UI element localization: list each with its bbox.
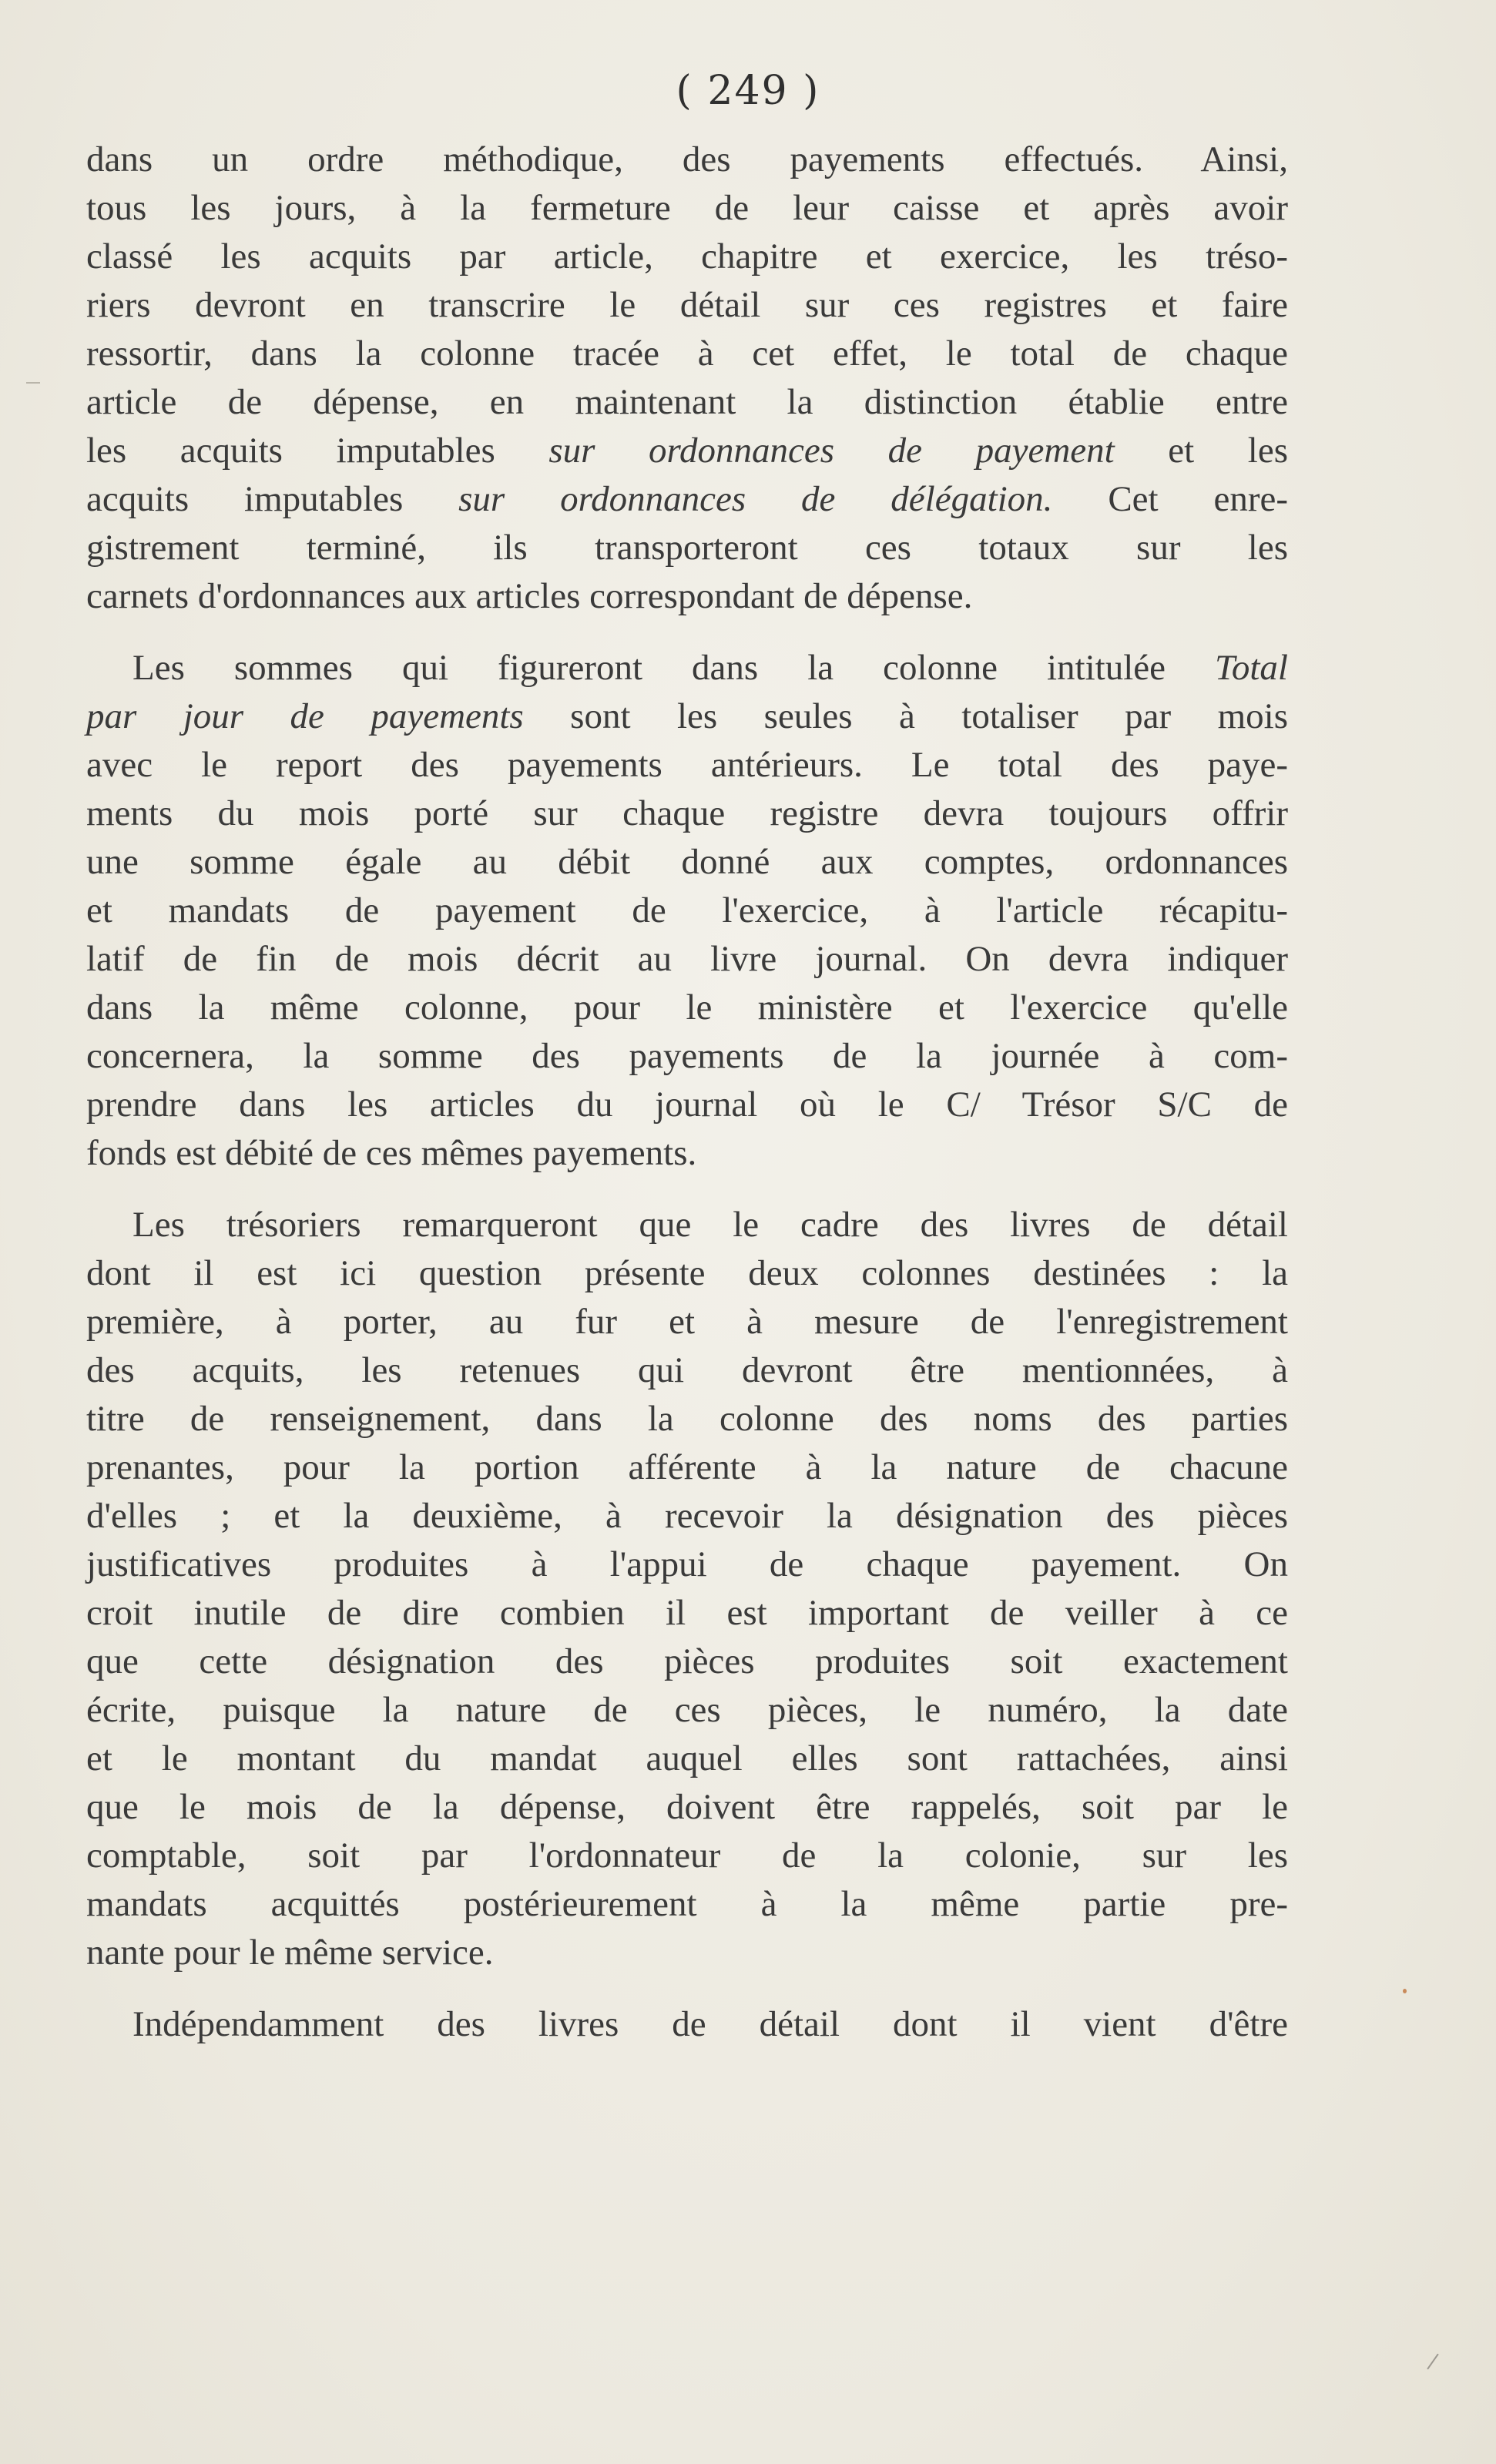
text-line: classé les acquits par article, chapitre et exercice, les tréso- <box>86 236 1288 277</box>
paragraph-4 <box>86 2000 1288 2049</box>
text-line: que cette désignation des pièces produites soit exactement <box>86 1641 1288 1681</box>
text-line: titre de renseignement, dans la colonne des noms des parties <box>86 1399 1288 1439</box>
text-line: prenantes, pour la portion afférente à la nature de chacune <box>86 1447 1288 1487</box>
text-line: dans un ordre méthodique, des payements effectués. Ainsi, <box>86 139 1288 179</box>
ink-speck <box>1403 1989 1407 1993</box>
text-line: et mandats de payement de l'exercice, à l'article récapitu- <box>86 890 1288 930</box>
text-line: écrite, puisque la nature de ces pièces, le numéro, la date <box>86 1690 1288 1730</box>
text-line: mandats acquittés postérieurement à la même partie pre- <box>86 1884 1288 1924</box>
italic-run: sur ordonnances de délégation. <box>458 479 1053 519</box>
text-line: concernera, la somme des payements de la journée à com- <box>86 1036 1288 1076</box>
text-line: Indépendamment des livres de détail dont il vient d'être <box>132 2004 1288 2044</box>
text-line: latif de fin de mois décrit au livre journal. On devra indiquer <box>86 939 1288 979</box>
text-line: article de dépense, en maintenant la distinction établie entre <box>86 382 1288 422</box>
text-line: gistrement terminé, ils transporteront ces totaux sur les <box>86 528 1288 568</box>
text-line: tous les jours, à la fermeture de leur caisse et après avoir <box>86 188 1288 228</box>
text-run: Cet enre- <box>1052 479 1288 519</box>
text-line: des acquits, les retenues qui devront être mentionnées, à <box>86 1350 1288 1390</box>
paper-scratch <box>1427 2354 1438 2370</box>
paragraph-3 <box>86 1201 1288 1977</box>
text-line: carnets d'ordonnances aux articles correspondant de dépense. <box>86 576 973 616</box>
text-line: dans la même colonne, pour le ministère et l'exercice qu'elle <box>86 987 1288 1028</box>
text-line: ments du mois porté sur chaque registre devra toujours offrir <box>86 793 1288 833</box>
text-line <box>86 692 1288 741</box>
text-line: comptable, soit par l'ordonnateur de la colonie, sur les <box>86 1835 1288 1876</box>
text-run: les acquits imputables <box>86 431 549 471</box>
paragraph-1 <box>86 136 1288 621</box>
text-line: et le montant du mandat auquel elles sont rattachées, ainsi <box>86 1738 1288 1778</box>
text-line: dont il est ici question présente deux colonnes destinées : la <box>86 1253 1288 1293</box>
margin-mark <box>26 382 40 384</box>
text-line: d'elles ; et la deuxième, à recevoir la désignation des pièces <box>86 1496 1288 1536</box>
italic-run: par jour de payements <box>86 696 524 736</box>
text-line: première, à porter, au fur et à mesure de l'enregistrement <box>86 1302 1288 1342</box>
text-line: Les trésoriers remarqueront que le cadre des livres de détail <box>132 1205 1288 1245</box>
text-run: et les <box>1114 431 1288 471</box>
text-run: Les sommes qui figureront dans la colonne intitulée <box>132 648 1216 688</box>
italic-run: sur ordonnances de payement <box>548 431 1115 471</box>
text-run: acquits imputables <box>86 479 459 519</box>
text-line: une somme égale au débit donné aux comptes, ordonnances <box>86 842 1288 882</box>
italic-run: Total <box>1215 648 1288 688</box>
text-line: avec le report des payements antérieurs. Le total des paye- <box>86 745 1288 785</box>
text-line: nante pour le même service. <box>86 1933 494 1973</box>
text-line: fonds est débité de ces mêmes payements. <box>86 1133 697 1173</box>
text-line: que le mois de la dépense, doivent être rappelés, soit par le <box>86 1787 1288 1827</box>
text-line: riers devront en transcrire le détail sur ces registres et faire <box>86 285 1288 325</box>
text-line <box>86 644 1288 692</box>
text-run: sont les seules à totaliser par mois <box>523 696 1288 736</box>
text-line <box>86 427 1288 475</box>
text-line: prendre dans les articles du journal où le C/ Trésor S/C de <box>86 1084 1288 1125</box>
text-line: ressortir, dans la colonne tracée à cet effet, le total de chaque <box>86 334 1288 374</box>
paragraph-2 <box>86 644 1288 1178</box>
text-line: croit inutile de dire combien il est important de veiller à ce <box>86 1593 1288 1633</box>
page-number: ( 249 ) <box>676 68 820 114</box>
text-line <box>86 475 1288 524</box>
body-text <box>86 136 1288 2072</box>
text-line: justificatives produites à l'appui de chaque payement. On <box>86 1544 1288 1584</box>
